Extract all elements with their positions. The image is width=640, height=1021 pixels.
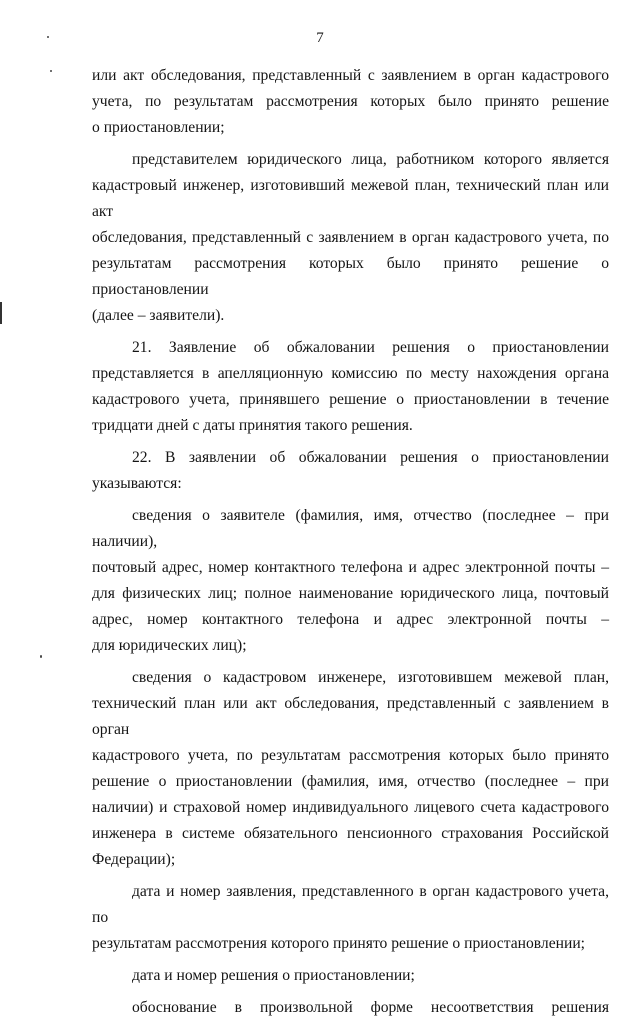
paragraph-item-21 bbox=[92, 335, 609, 439]
document-body bbox=[92, 63, 609, 1021]
scan-speck bbox=[40, 655, 42, 658]
text-line: указываются: bbox=[92, 475, 182, 492]
text-line: почтовый адрес, номер контактного телефона и адрес электронной почты – bbox=[92, 559, 609, 576]
text-line: для физических лиц; полное наименование юридического лица, почтовый bbox=[92, 585, 609, 602]
text-line: адрес, номер контактного телефона и адрес электронной почты – bbox=[92, 611, 609, 628]
text-line: дата и номер заявления, представленного в орган кадастрового учета, по bbox=[92, 883, 609, 926]
paragraph-item-22 bbox=[92, 445, 609, 497]
paragraph-decision-date bbox=[92, 963, 609, 989]
text-line: сведения о заявителе (фамилия, имя, отчество (последнее – при наличии), bbox=[92, 507, 609, 550]
text-line: кадастрового учета, принявшего решение о приостановлении в течение bbox=[92, 391, 609, 408]
text-line: наличии) и страховой номер индивидуального лицевого счета кадастрового bbox=[92, 799, 609, 816]
paragraph-continuation bbox=[92, 63, 609, 141]
scan-speck bbox=[47, 36, 49, 38]
scan-speck bbox=[50, 70, 52, 72]
text-line: о приостановлении; bbox=[92, 119, 225, 136]
text-line: обследования, представленный с заявлением в орган кадастрового учета, по bbox=[92, 229, 609, 246]
text-line: сведения о кадастровом инженере, изготовившем межевой план, bbox=[132, 669, 609, 686]
text-line: или акт обследования, представленный с заявлением в орган кадастрового bbox=[92, 67, 609, 84]
text-line: для юридических лиц); bbox=[92, 637, 247, 654]
paragraph-engineer-info bbox=[92, 665, 609, 873]
text-line: результатам рассмотрения которых было принято решение о приостановлении bbox=[92, 255, 609, 298]
text-line: (далее – заявители). bbox=[92, 307, 225, 324]
paragraph-justification bbox=[92, 995, 609, 1021]
text-line: Федерации); bbox=[92, 851, 176, 868]
text-line: 22. В заявлении об обжаловании решения о приостановлении bbox=[132, 449, 609, 466]
text-line: результатам рассмотрения которого принято решение о приостановлении; bbox=[92, 935, 585, 952]
scan-edge-mark bbox=[0, 302, 2, 324]
text-line: представляется в апелляционную комиссию по месту нахождения органа bbox=[92, 365, 609, 382]
text-line: дата и номер решения о приостановлении; bbox=[132, 967, 415, 984]
paragraph-application-date bbox=[92, 879, 609, 957]
text-line: 21. Заявление об обжаловании решения о приостановлении bbox=[132, 339, 609, 356]
text-line: учета, по результатам рассмотрения которых было принято решение bbox=[92, 93, 609, 110]
text-line: обоснование в произвольной форме несоответствия решения bbox=[132, 999, 609, 1016]
page-number: 7 bbox=[316, 30, 324, 46]
text-line: инженера в системе обязательного пенсионного страхования Российской bbox=[92, 825, 609, 842]
text-line: решение о приостановлении (фамилия, имя, отчество (последнее – при bbox=[92, 773, 609, 790]
text-line: кадастрового учета, по результатам рассмотрения которых было принято bbox=[92, 747, 609, 764]
text-line: представителем юридического лица, работником которого является bbox=[132, 151, 609, 168]
paragraph-representative bbox=[92, 147, 609, 329]
text-line: технический план или акт обследования, представленный с заявлением в орган bbox=[92, 695, 609, 738]
text-line: кадастровый инженер, изготовивший межевой план, технический план или акт bbox=[92, 177, 609, 220]
text-line: тридцати дней с даты принятия такого решения. bbox=[92, 417, 413, 434]
paragraph-applicant-info bbox=[92, 503, 609, 659]
